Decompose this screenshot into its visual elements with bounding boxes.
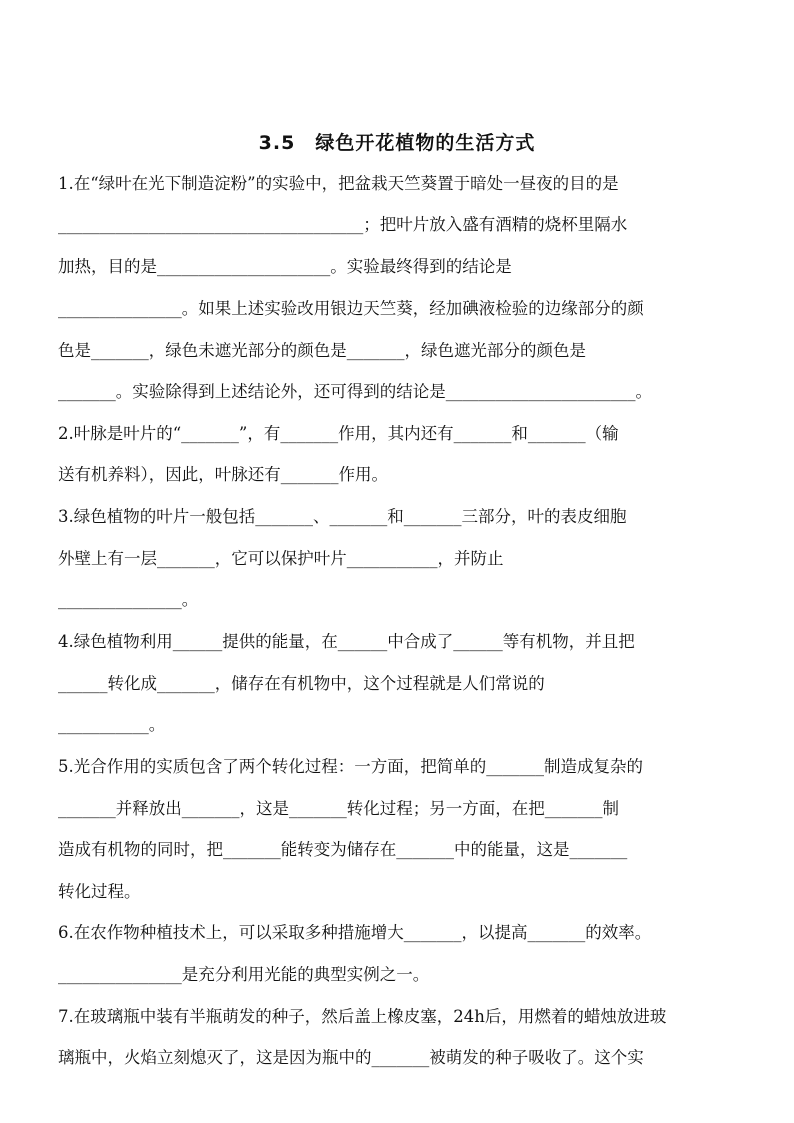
text-line-9: 3.绿色植物的叶片一般包括_______、_______和_______三部分，叶的表皮细胞	[58, 507, 627, 526]
text-line-17: 造成有机物的同时，把_______能转变为储存在_______中的能量，这是_______	[58, 840, 628, 859]
text-line-2: _____________________________________；把叶片放入盛有酒精的烧杯里隔水	[58, 215, 628, 234]
text-line-10: 外壁上有一层_______，它可以保护叶片___________，并防止	[58, 549, 504, 568]
text-line-1: 1.在“绿叶在光下制造淀粉”的实验中，把盆栽天竺葵置于暗处一昼夜的目的是	[58, 174, 619, 193]
text-line-11: _______________。	[58, 590, 199, 609]
text-line-3: 加热，目的是_____________________。实验最终得到的结论是	[58, 257, 512, 276]
text-line-22: 璃瓶中，火焰立刻熄灭了，这是因为瓶中的_______被萌发的种子吸收了。这个实	[58, 1048, 644, 1067]
text-line-8: 送有机养料），因此，叶脉还有_______作用。	[58, 465, 388, 484]
text-line-4: _______________。如果上述实验改用银边天竺葵，经加碘液检验的边缘部分的颜	[58, 299, 644, 318]
text-line-7: 2.叶脉是叶片的“_______”，有_______作用，其内还有_______和_______（输	[58, 424, 619, 443]
page-title: 3.5 绿色开花植物的生活方式	[258, 132, 536, 154]
text-line-16: _______并释放出_______，这是_______转化过程；另一方面，在把_______制	[58, 799, 619, 818]
text-line-15: 5.光合作用的实质包含了两个转化过程：一方面，把简单的_______制造成复杂的	[58, 757, 643, 776]
text-line-19: 6.在农作物种植技术上，可以采取多种措施增大_______，以提高_______的效率。	[58, 923, 652, 942]
text-line-18: 转化过程。	[58, 882, 141, 901]
text-line-5: 色是_______，绿色未遮光部分的颜色是_______，绿色遮光部分的颜色是	[58, 341, 586, 360]
text-line-13: ______转化成_______，储存在有机物中，这个过程就是人们常说的	[58, 674, 545, 693]
text-line-6: _______。实验除得到上述结论外，还可得到的结论是_______________________。	[58, 382, 652, 401]
text-line-14: ___________。	[58, 715, 166, 734]
text-line-12: 4.绿色植物利用______提供的能量，在______中合成了______等有机物，并且把	[58, 632, 635, 651]
text-line-20: _______________是充分利用光能的典型实例之一。	[58, 965, 430, 984]
text-line-21: 7.在玻璃瓶中装有半瓶萌发的种子，然后盖上橡皮塞，24h后，用燃着的蜡烛放进玻	[58, 1007, 667, 1026]
